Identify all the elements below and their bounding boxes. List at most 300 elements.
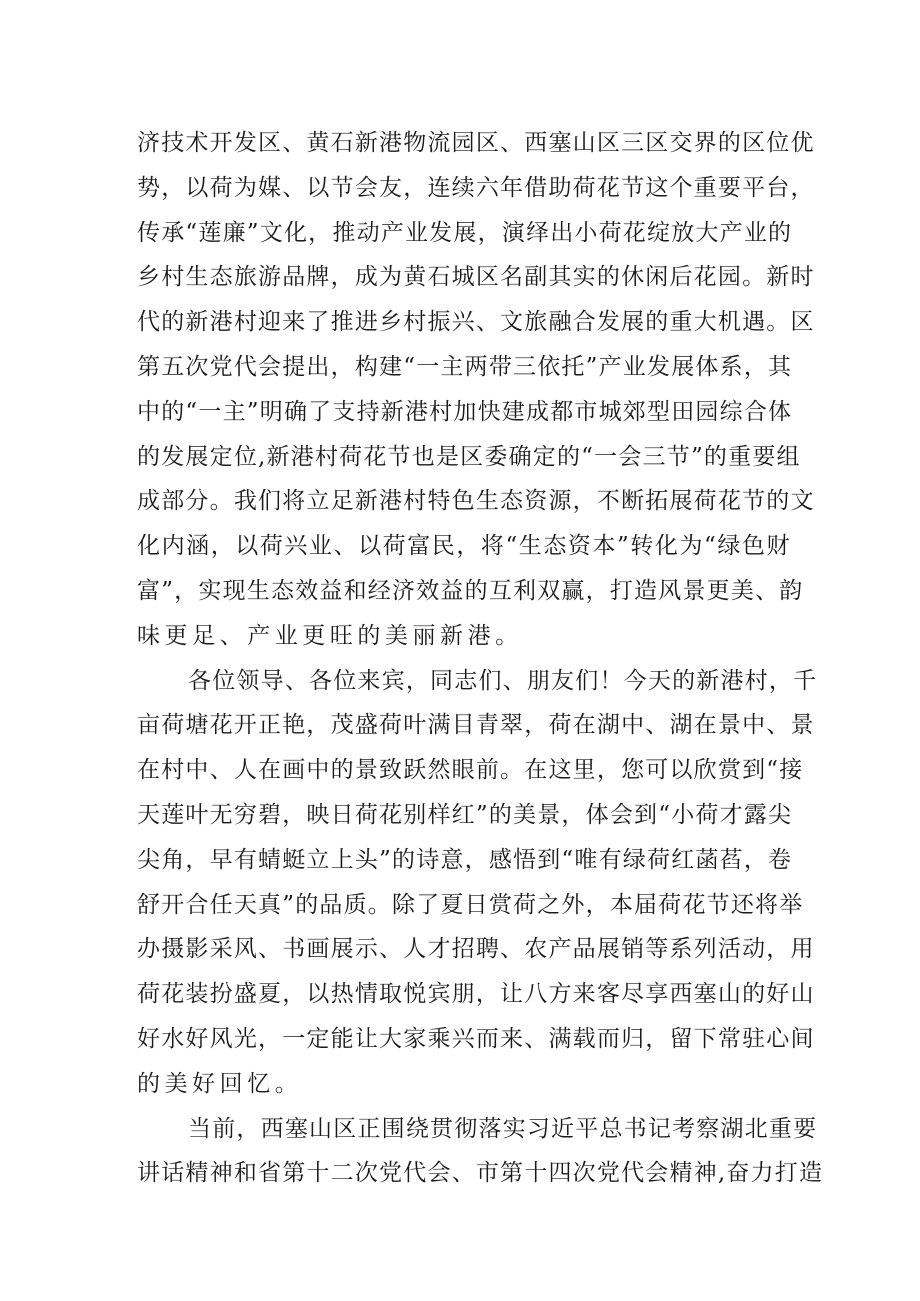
glyph: 迎 [258, 309, 283, 336]
glyph: 热 [330, 981, 355, 1008]
glyph: 闲 [645, 264, 670, 291]
glyph: 了 [308, 398, 333, 425]
glyph: 开 [233, 712, 259, 739]
glyph: 牌 [306, 264, 331, 291]
glyph: 实 [198, 577, 223, 604]
glyph: 朋 [451, 981, 476, 1008]
glyph: “ [766, 757, 780, 784]
glyph: 力 [750, 1160, 775, 1187]
glyph: 源 [548, 488, 573, 515]
glyph: ， [477, 219, 502, 246]
glyph: 以 [306, 981, 331, 1008]
glyph: 的 [392, 846, 417, 873]
glyph: 园 [695, 398, 720, 425]
text-line [137, 211, 791, 256]
glyph: 区 [333, 1115, 358, 1142]
glyph: 尖 [137, 846, 162, 873]
glyph: ” [585, 353, 599, 380]
glyph: 快 [477, 398, 502, 425]
glyph: ， [524, 712, 549, 739]
glyph: 代 [137, 309, 162, 336]
glyph: 定 [209, 443, 234, 470]
glyph: 立 [306, 488, 331, 515]
glyph: 中 [742, 712, 767, 739]
glyph: 们 [575, 667, 600, 694]
glyph: 荷 [161, 712, 186, 739]
glyph: 赏 [488, 891, 514, 918]
glyph: ” [617, 533, 630, 560]
glyph: 打 [609, 577, 635, 604]
glyph: 实 [502, 1115, 527, 1142]
glyph: 的 [768, 219, 793, 246]
glyph: 的 [488, 801, 514, 828]
glyph: 青 [475, 712, 501, 739]
glyph: 依 [537, 353, 562, 380]
glyph: 托 [561, 353, 586, 380]
glyph: 园 [451, 130, 476, 156]
glyph: 花 [363, 443, 388, 470]
glyph: 立 [306, 846, 331, 873]
glyph: 真 [258, 891, 283, 918]
glyph: 这 [548, 757, 573, 784]
glyph: 亩 [137, 712, 162, 739]
glyph: 新 [185, 309, 210, 336]
glyph: 能 [330, 1025, 355, 1052]
glyph: 满 [427, 712, 452, 739]
glyph: 为 [679, 533, 704, 560]
glyph: 确 [508, 443, 533, 470]
glyph: ， [403, 174, 428, 201]
glyph: ， [236, 1115, 261, 1142]
glyph: 更 [164, 622, 189, 649]
text-line [137, 524, 791, 569]
glyph: 田 [671, 398, 696, 425]
text-line [137, 1017, 815, 1062]
glyph: 节 [621, 174, 646, 201]
glyph: 旅 [233, 264, 259, 291]
glyph: 前 [475, 757, 501, 784]
glyph: 菡 [695, 846, 720, 873]
glyph: 都 [550, 398, 575, 425]
glyph: 委 [484, 443, 509, 470]
glyph: 才 [427, 936, 452, 963]
glyph: 年 [500, 174, 525, 201]
glyph: 湖 [720, 1115, 745, 1142]
glyph: 文 [500, 309, 525, 336]
glyph: 赢 [561, 577, 586, 604]
glyph: 悦 [403, 981, 428, 1008]
glyph: 花 [209, 712, 234, 739]
glyph: 志 [454, 667, 479, 694]
glyph: ， [174, 577, 199, 604]
glyph: 中 [306, 757, 331, 784]
glyph: 这 [645, 174, 670, 201]
glyph: 优 [790, 130, 815, 156]
glyph: 目 [451, 712, 476, 739]
glyph: 天 [137, 801, 162, 828]
glyph: 大 [693, 309, 718, 336]
glyph: 更 [302, 622, 327, 649]
glyph: 届 [634, 891, 659, 918]
glyph: 到 [742, 757, 767, 784]
glyph: 荷 [137, 981, 162, 1008]
glyph: 穷 [233, 801, 259, 828]
glyph: 明 [259, 398, 284, 425]
glyph: 节 [666, 443, 691, 470]
glyph: 美 [730, 577, 756, 604]
glyph: 效 [416, 577, 441, 604]
glyph: 以 [669, 757, 694, 784]
glyph: 拓 [645, 488, 670, 515]
glyph: 主 [440, 353, 465, 380]
glyph: 客 [596, 981, 622, 1008]
glyph: 西 [669, 981, 694, 1008]
glyph: 彻 [454, 1115, 479, 1142]
glyph: 支 [332, 398, 357, 425]
glyph: 济 [392, 577, 417, 604]
glyph: 小 [671, 801, 696, 828]
glyph: 展 [669, 488, 694, 515]
glyph: 时 [790, 264, 815, 291]
glyph: 销 [621, 936, 646, 963]
glyph: “ [505, 533, 519, 560]
glyph: 眼 [451, 757, 476, 784]
glyph: 园 [717, 264, 743, 291]
glyph: 悟 [513, 846, 538, 873]
glyph: 落 [478, 1115, 503, 1142]
glyph: 。 [495, 622, 520, 649]
glyph: ， [766, 936, 791, 963]
glyph: 下 [693, 1025, 718, 1052]
glyph: 六 [475, 174, 501, 201]
glyph: 十 [306, 1160, 331, 1187]
glyph: 以 [306, 174, 331, 201]
glyph: 将 [480, 533, 506, 560]
glyph: 忆 [247, 1070, 272, 1097]
paragraph-1 [137, 121, 815, 659]
glyph: 化 [137, 533, 162, 560]
glyph: 北 [744, 1115, 769, 1142]
glyph: 、 [475, 309, 501, 336]
glyph: 节 [330, 174, 355, 201]
glyph: 二 [330, 1160, 355, 1187]
glyph: 绿 [622, 846, 647, 873]
glyph: 节 [742, 488, 767, 515]
glyph: 碧 [258, 801, 283, 828]
glyph: 等 [645, 936, 670, 963]
glyph: 好 [137, 1025, 162, 1052]
glyph: 和 [233, 1160, 259, 1187]
glyph: 区 [742, 130, 767, 156]
glyph: 到 [537, 846, 562, 873]
glyph: 、 [284, 667, 310, 694]
glyph: 西 [524, 130, 549, 156]
glyph: 。 [209, 488, 234, 515]
glyph: 记 [647, 1115, 673, 1142]
glyph: 、 [766, 712, 791, 739]
glyph: 总 [599, 1115, 624, 1142]
glyph: 主 [222, 398, 247, 425]
glyph: 早 [209, 846, 234, 873]
glyph: 样 [427, 801, 452, 828]
glyph: 而 [475, 1025, 501, 1052]
glyph: 西 [260, 1115, 285, 1142]
glyph: 发 [161, 443, 186, 470]
glyph: 位 [333, 667, 358, 694]
glyph: 势 [137, 174, 162, 201]
glyph: 荷 [259, 533, 285, 560]
glyph: 、 [500, 130, 525, 156]
glyph: 资 [567, 533, 593, 560]
glyph: 流 [427, 130, 452, 156]
glyph: 进 [354, 309, 380, 336]
glyph: 平 [575, 1115, 600, 1142]
glyph: 特 [427, 488, 452, 515]
glyph: 山 [717, 981, 743, 1008]
glyph: 情 [354, 981, 380, 1008]
glyph: 盛 [233, 981, 259, 1008]
glyph: 我 [233, 488, 259, 515]
glyph: 精 [185, 1160, 210, 1187]
glyph: 前 [212, 1115, 237, 1142]
text-line [137, 659, 818, 704]
glyph: 生 [475, 488, 501, 515]
glyph: ” [282, 891, 296, 918]
glyph: 港 [290, 443, 315, 470]
glyph: 第 [137, 353, 162, 380]
glyph: 卷 [768, 846, 793, 873]
glyph: 区 [475, 130, 501, 156]
glyph: 大 [695, 219, 720, 246]
glyph: 兴 [451, 309, 476, 336]
glyph: 建 [379, 353, 404, 380]
glyph: 实 [572, 264, 597, 291]
glyph: ， [405, 667, 431, 694]
glyph: 动 [742, 936, 767, 963]
glyph: 、 [282, 130, 307, 156]
glyph: 家 [403, 1025, 428, 1052]
glyph: 业 [308, 533, 334, 560]
glyph: 新 [440, 622, 465, 649]
glyph: 品 [572, 936, 597, 963]
glyph: 的 [766, 488, 791, 515]
glyph: 本 [592, 533, 617, 560]
glyph: 品 [282, 264, 307, 291]
glyph: 精 [669, 1160, 694, 1187]
glyph: 新 [354, 130, 380, 156]
glyph: 态 [270, 577, 296, 604]
glyph: 各 [188, 667, 213, 694]
glyph: ， [464, 846, 489, 873]
glyph: 才 [719, 801, 744, 828]
glyph: 、 [502, 667, 527, 694]
glyph: 景 [354, 757, 380, 784]
glyph: 遇 [742, 309, 767, 336]
glyph: ， [308, 219, 333, 246]
glyph: 赏 [717, 757, 743, 784]
glyph: ， [645, 1025, 670, 1052]
glyph: 展 [330, 936, 355, 963]
glyph: 示 [354, 936, 380, 963]
glyph: ， [596, 757, 622, 784]
glyph: 水 [161, 1025, 186, 1052]
glyph: 讲 [137, 1160, 162, 1187]
glyph: 欣 [693, 757, 718, 784]
glyph: 文 [790, 488, 815, 515]
glyph: 转 [630, 533, 655, 560]
glyph: 的 [161, 398, 186, 425]
glyph: 荷 [354, 801, 380, 828]
text-line [137, 793, 791, 838]
glyph: 友 [551, 667, 576, 694]
glyph: 让 [500, 981, 525, 1008]
glyph: 带 [488, 353, 514, 380]
glyph: 荷 [548, 712, 573, 739]
glyph: 导 [260, 667, 285, 694]
glyph: 风 [658, 577, 683, 604]
glyph: 来 [572, 981, 597, 1008]
glyph: 。 [274, 1070, 299, 1097]
glyph: 十 [524, 1160, 549, 1187]
glyph: 市 [475, 1160, 501, 1187]
glyph: 效 [295, 577, 320, 604]
glyph: 的 [137, 1070, 162, 1097]
glyph: 花 [161, 981, 186, 1008]
glyph: , [717, 1160, 727, 1187]
glyph: 续 [451, 174, 476, 201]
glyph: 扮 [209, 981, 234, 1008]
glyph: 推 [330, 309, 355, 336]
glyph: 三 [513, 353, 538, 380]
glyph: 休 [621, 264, 646, 291]
text-line [137, 972, 815, 1017]
glyph: 两 [464, 353, 489, 380]
glyph: 以 [235, 533, 260, 560]
glyph: 兴 [451, 1025, 476, 1052]
glyph: 中 [137, 398, 162, 425]
glyph: 足 [330, 488, 355, 515]
glyph: ， [790, 174, 815, 201]
text-line [137, 838, 791, 883]
glyph: 意 [440, 846, 465, 873]
glyph: 载 [572, 1025, 597, 1052]
glyph: 艳 [282, 712, 307, 739]
glyph: 推 [332, 219, 357, 246]
glyph: 来 [357, 667, 382, 694]
glyph: 确 [283, 398, 309, 425]
glyph: 发 [647, 353, 672, 380]
glyph: 四 [548, 1160, 573, 1187]
glyph: 夏 [440, 891, 465, 918]
glyph: 位 [766, 130, 791, 156]
glyph: 味 [137, 622, 162, 649]
glyph: 名 [500, 264, 525, 291]
glyph: 日 [330, 801, 355, 828]
glyph: 色 [451, 488, 476, 515]
glyph: 和 [343, 577, 368, 604]
glyph: 涵 [186, 533, 211, 560]
glyph: 次 [185, 353, 210, 380]
glyph: 物 [403, 130, 428, 156]
glyph: 、 [645, 712, 670, 739]
text-line [137, 569, 804, 614]
glyph: 了 [306, 309, 331, 336]
glyph: 翠 [500, 712, 525, 739]
text-line [137, 1062, 791, 1107]
glyph: 山 [309, 1115, 334, 1142]
glyph: 考 [672, 1115, 697, 1142]
glyph: 一 [416, 353, 441, 380]
glyph: “ [403, 353, 417, 380]
glyph: 感 [488, 846, 514, 873]
glyph: “ [185, 219, 199, 246]
glyph: 展 [185, 443, 210, 470]
glyph: 好 [185, 1025, 210, 1052]
glyph: 夏 [258, 981, 283, 1008]
glyph: 、 [379, 936, 404, 963]
glyph: 人 [403, 936, 428, 963]
glyph: 成 [354, 264, 380, 291]
glyph: 习 [526, 1115, 552, 1142]
glyph: 加 [453, 398, 478, 425]
glyph: 荷 [658, 891, 683, 918]
glyph: 常 [717, 1025, 743, 1052]
glyph: 千 [793, 667, 818, 694]
glyph: 新 [266, 443, 291, 470]
glyph: 文 [259, 219, 284, 246]
glyph: 日 [464, 891, 489, 918]
glyph: 而 [596, 1025, 622, 1052]
glyph: 的 [717, 130, 743, 156]
glyph: 列 [693, 936, 718, 963]
glyph: 合 [743, 398, 769, 425]
glyph: 在 [524, 757, 549, 784]
glyph: ， [572, 488, 597, 515]
glyph: 装 [185, 981, 210, 1008]
glyph: ， [258, 1025, 283, 1052]
glyph: 现 [222, 577, 247, 604]
glyph: “ [704, 533, 717, 560]
glyph: 利 [513, 577, 538, 604]
text-line [137, 300, 815, 345]
glyph: 村 [403, 309, 428, 336]
text-line [137, 390, 791, 435]
glyph: 断 [621, 488, 646, 515]
glyph: 港 [467, 622, 492, 649]
glyph: 荷 [647, 846, 672, 873]
glyph: 足 [192, 622, 217, 649]
glyph: 留 [669, 1025, 694, 1052]
glyph: 绽 [647, 219, 672, 246]
glyph: 的 [703, 443, 729, 470]
glyph: 中 [185, 757, 210, 784]
glyph: 为 [233, 174, 259, 201]
glyph: 要 [752, 443, 777, 470]
glyph: ， [330, 264, 355, 291]
glyph: 正 [357, 1115, 382, 1142]
glyph: 间 [790, 1025, 815, 1052]
glyph: 有 [233, 846, 259, 873]
glyph: 美 [164, 1070, 189, 1097]
glyph: ， [161, 174, 186, 201]
glyph: 盛 [354, 712, 380, 739]
glyph: 聘 [475, 936, 501, 963]
text-line [137, 703, 815, 748]
glyph: 也 [411, 443, 436, 470]
glyph: 区 [596, 130, 622, 156]
glyph: 农 [524, 936, 549, 963]
glyph: 化 [283, 219, 309, 246]
